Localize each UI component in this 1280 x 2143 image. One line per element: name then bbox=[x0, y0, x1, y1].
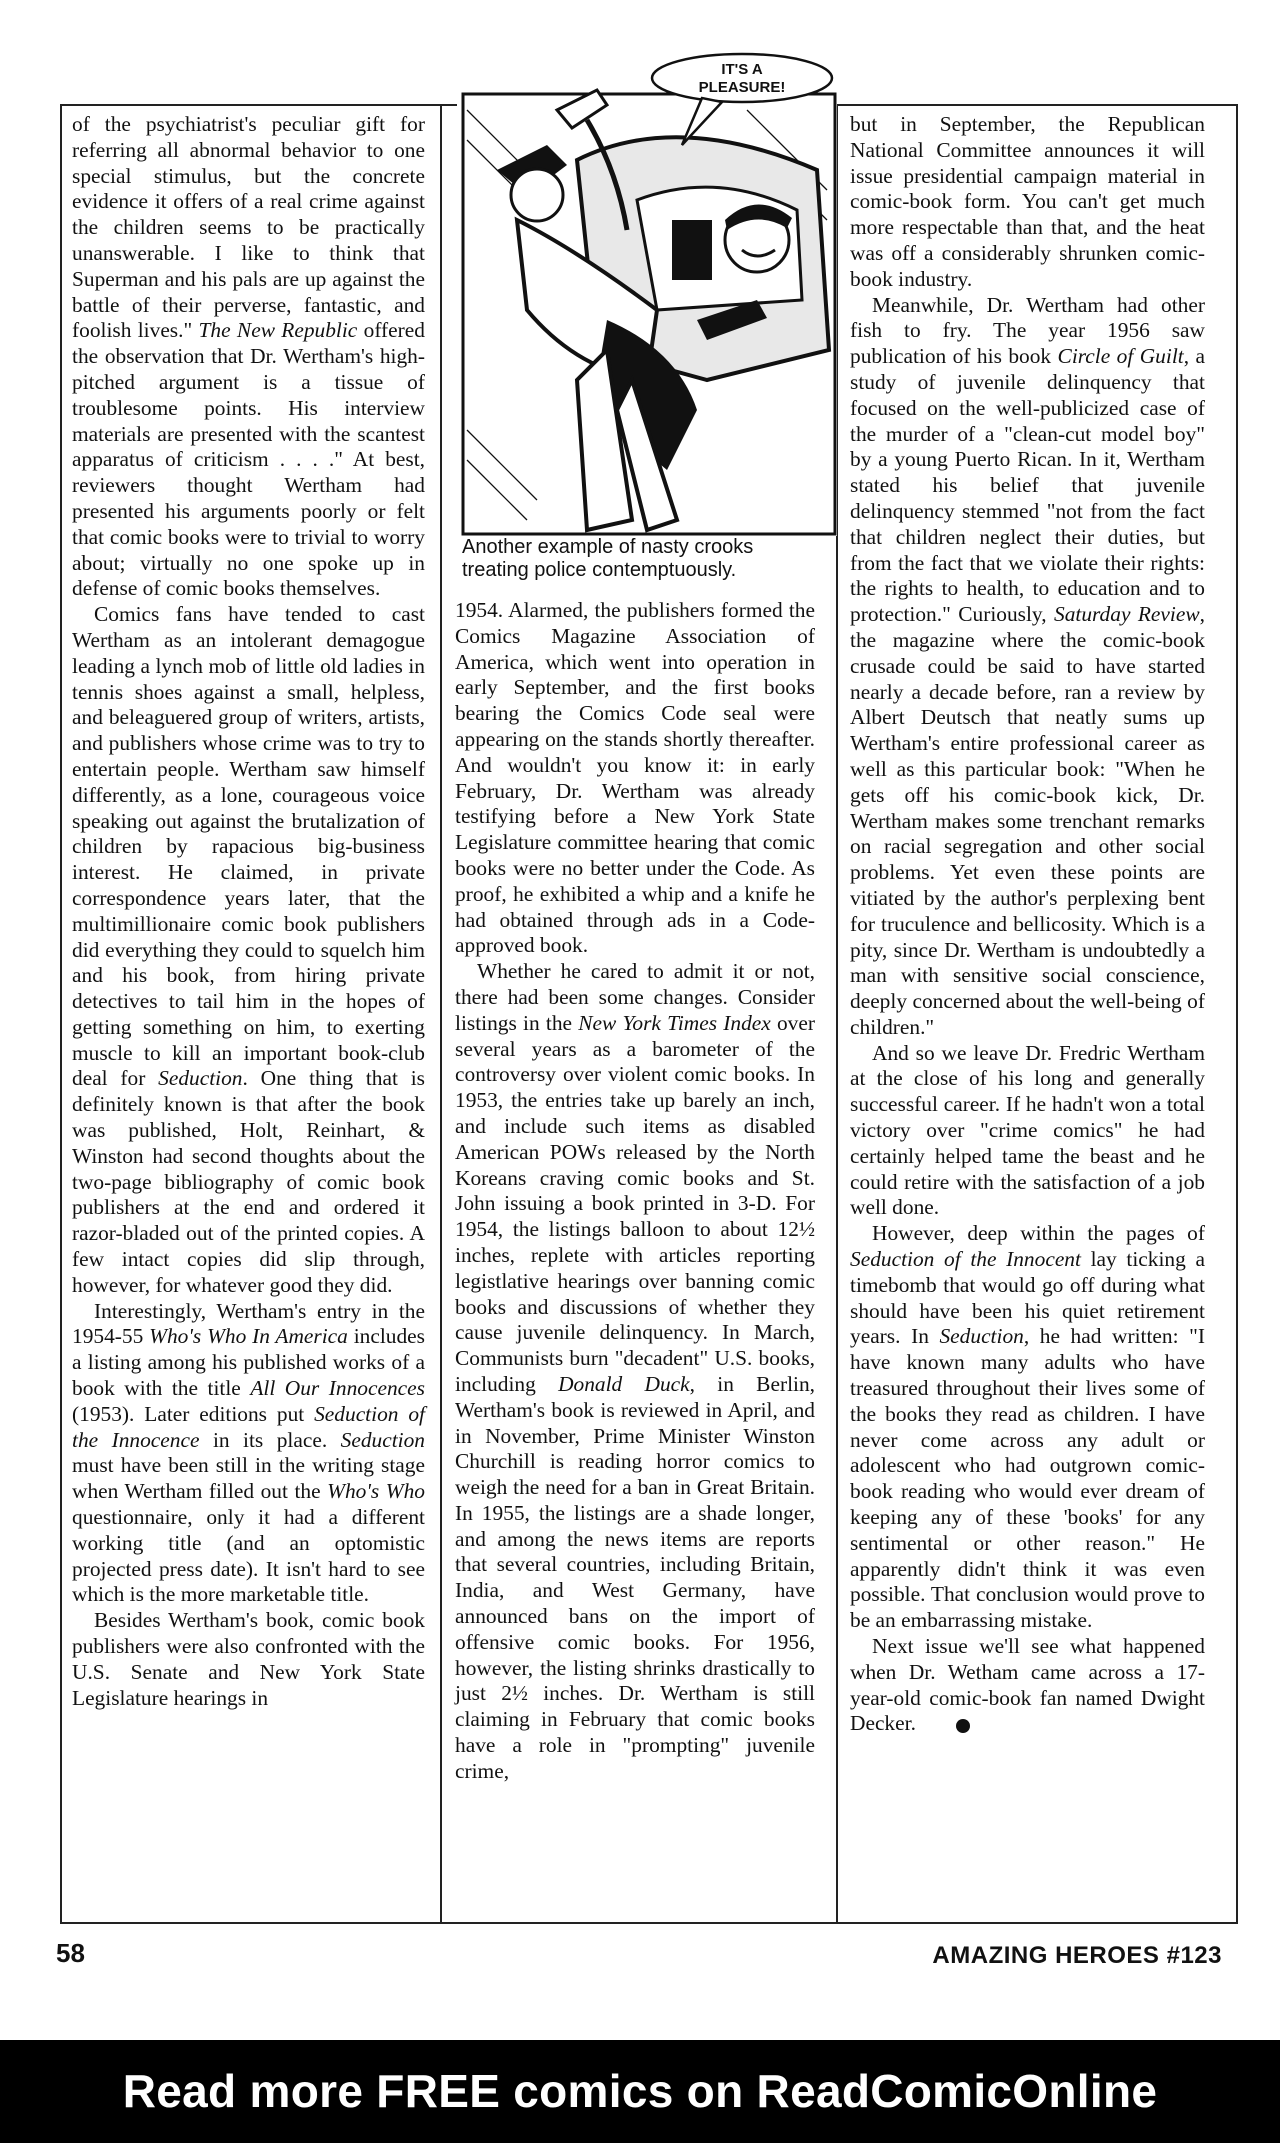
col3-paragraph-4: However, deep within the pages of Seduction of the Innocent lay ticking a timebomb that would go off during what should have been his quiet retirement years. In Seduction, he had written: "I have known many adults who have treasured throughout their lives some of the books they read as children. I have never come across any adult or adolescent who had outgrown comic-book reading who would ever dream of keeping any of these 'books' for any sentimental or other reason." He apparently didn't think it was even possible. That conclusion would prove to be an embarrassing mistake. bbox=[850, 1221, 1206, 1633]
column-1 bbox=[72, 112, 425, 1711]
col3-paragraph-3: And so we leave Dr. Fredric Wertham at the close of his long and generally successful career. If he hadn't won a total victory over "crime comics" he had certainly helped tame the beast and he could retire with the satisfaction of a job well done. bbox=[850, 1040, 1205, 1220]
col3-paragraph-1: but in September, the Republican National Committee announces it will issue presidential campaign material in comic-book form. You can't get much more respectable than that, and the heat was off a considerably shrunken comic-book industry. bbox=[850, 112, 1205, 291]
comic-panel-illustration bbox=[457, 50, 837, 536]
end-mark-icon bbox=[956, 1719, 970, 1733]
col3-paragraph-2: Meanwhile, Dr. Wertham had other fish to fry. The year 1956 saw publication of his book Circle of Guilt, a study of juvenile delinquency that focused on the well-publicized case of the murder of a "clean-cut model boy" by a young Puerto Rican. In it, Wertham stated his belief that juvenile delinquency stemmed "not from the fact that children neglect their duties, but from the fact that we violate their rights: the rights to health, to education and to protection." Curiously, Saturday Review, the magazine where the comic-book crusade could be said to have started nearly a decade before, ran a review by Albert Deutsch that neatly sums up Wertham's entire professional career as well as this particular book: "When he gets off his comic-book kick, Dr. Wertham makes some trenchant remarks on racial segregation and other social problems. Yet even these points are vitiated by the author's perplexing bent for truculence and bellicosity. Which is a pity, since Dr. Wertham is undoubtedly a man with sensitive social conscience, deeply concerned about the well-being of children." bbox=[850, 292, 1205, 1039]
column-3 bbox=[850, 112, 1205, 1737]
column-rule-1 bbox=[440, 104, 442, 1924]
balloon-text-line1: IT'S A bbox=[721, 61, 763, 78]
col1-paragraph-4: Besides Wertham's book, comic book publishers were also confronted with the U.S. Senate and New York State Legislature hearings in bbox=[72, 1608, 425, 1710]
magazine-footer: AMAZING HEROES #123 bbox=[932, 1942, 1222, 1969]
col1-paragraph-1: of the psychiatrist's peculiar gift for referring all abnormal behavior to one special stimulus, but the concrete evidence it offers of a real crime against the children seems to be practically unanswerable. I like to think that Superman and his pals are up against the battle of their perverse, fantastic, and foolish lives." The New Republic offered the observation that Dr. Wertham's high-pitched argument is a tissue of troublesome points. His interview materials are presented with the scantest apparatus of criticism . . . ." At best, reviewers thought Wertham had presented his arguments poorly or felt that comic books were to trivial to worry about; virtually no one spoke up in defense of comic books themselves. bbox=[72, 112, 425, 601]
page-number: 58 bbox=[56, 1938, 85, 1968]
column-2 bbox=[455, 598, 815, 1785]
balloon-text-line2: PLEASURE! bbox=[698, 79, 786, 96]
promo-banner[interactable]: Read more FREE comics on ReadComicOnline bbox=[0, 2040, 1280, 2143]
col3-paragraph-5: Next issue we'll see what happened when Dr. Wetham came across a 17-year-old comic-book fan named Dwight Decker. bbox=[850, 1634, 1205, 1736]
col2-paragraph-1: 1954. Alarmed, the publishers formed the Comics Magazine Association of America, which went into operation in early September, and the first books bearing the Comics Code seal were appearing on the stands shortly thereafter. And wouldn't you know it: in early February, Dr. Wertham was already testifying before a New York State Legislature committee hearing that comic books were no better under the Code. As proof, he exhibited a whip and a knife he had obtained through ads in a Code-approved book. bbox=[455, 598, 815, 958]
col2-paragraph-2: Whether he cared to admit it or not, there had been some changes. Consider listings in the New York Times Index over several years as a barometer of the controversy over violent comic books. In 1953, the entries take up barely an inch, and include such items as disabled American POWs released by the North Koreans craving comic books and St. John issuing a book printed in 3-D. For 1954, the listings balloon to about 12½ inches, replete with articles reporting legistlative hearings over banning comic books and discussions of whether they cause juvenile delinquency. In March, Communists burn "decadent" U.S. books, including Donald Duck, in Berlin, Wertham's book is reviewed in April, and in November, Prime Minister Winston Churchill is reading horror comics to weigh the need for a ban in Great Britain. In 1955, the listings are a shade longer, and among the news items are reports that several countries, including Britain, India, and West Germany, have announced bans on the import of offensive comic books. For 1956, however, the listing shrinks drastically to just 2½ inches. Dr. Wertham is still claiming in February that comic books have a role in "prompting" juvenile crime, bbox=[455, 959, 815, 1783]
panel-caption: Another example of nasty crooks treating police contemptuously. bbox=[462, 536, 754, 581]
col1-paragraph-2: Comics fans have tended to cast Wertham as an intolerant demagogue leading a lynch mob of little old ladies in tennis shoes against a small, helpless, and beleaguered group of writers, artists, and publishers whose crime was to try to entertain people. Wertham saw himself differently, as a lone, courageous voice speaking out against the brutalization of children by rapacious big-business interest. He claimed, in private correspondence years later, that the multimillionaire comic book publishers did everything they could to squelch him and his book, from hiring private detectives to tail him in the hopes of getting something on him, to exerting muscle to kill an important book-club deal for Seduction. One thing that is definitely known is that after the book was published, Holt, Reinhart, & Winston had second thoughts about the two-page bibliography of comic book publishers at the end and ordered it razor-bladed out of the printed copies. A few intact copies did slip through, however, for whatever good they did. bbox=[72, 602, 425, 1297]
col1-paragraph-3: Interestingly, Wertham's entry in the 1954-55 Who's Who In America includes a listing among his published works of a book with the title All Our Innocences (1953). Later editions put Seduction of the Innocence in its place. Seduction must have been still in the writing stage when Wertham filled out the Who's Who questionnaire, only it had a different working title (and an optomistic projected press date). It isn't hard to see which is the more marketable title. bbox=[72, 1298, 426, 1607]
